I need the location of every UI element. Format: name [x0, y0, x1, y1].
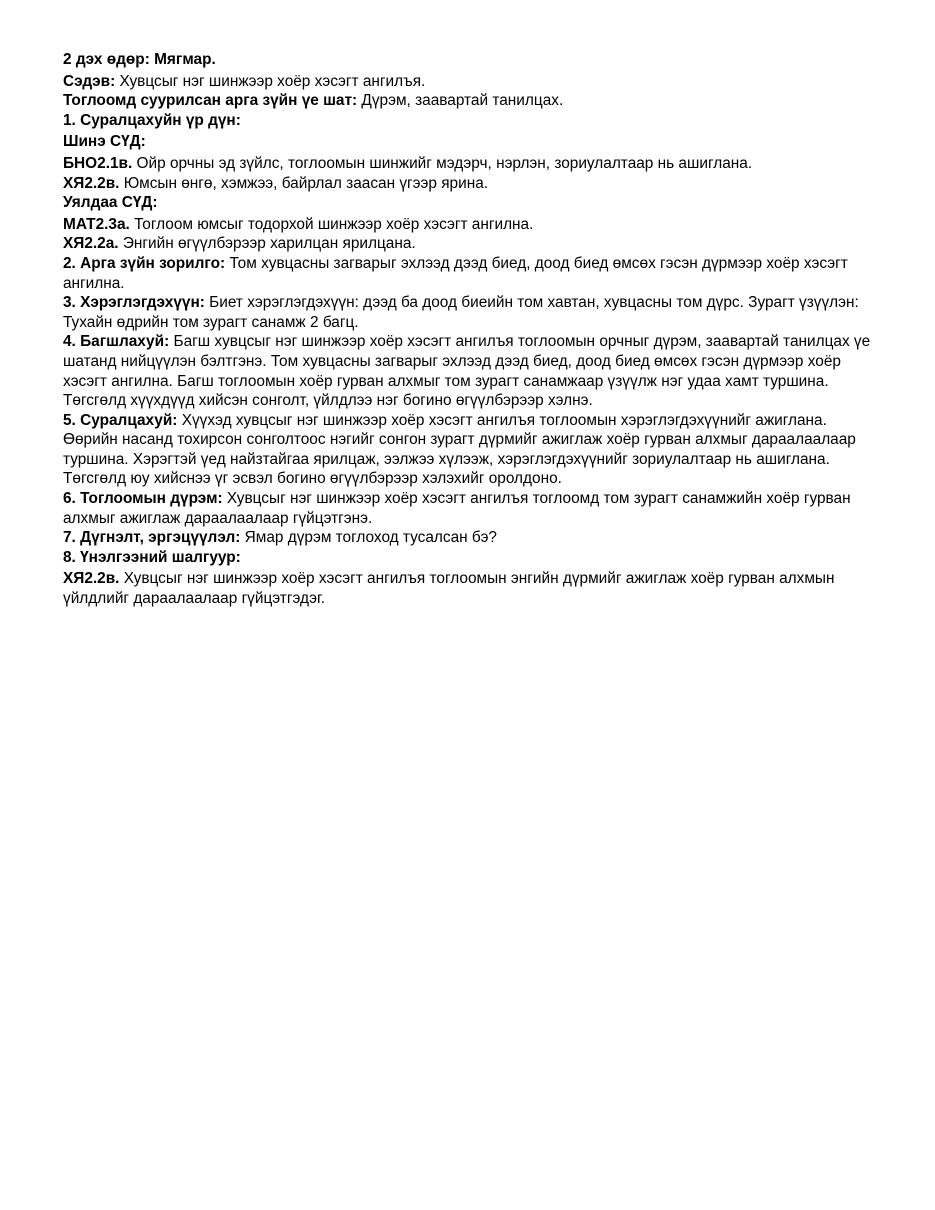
- criteria-item: [63, 569, 875, 608]
- xya-a-text: Энгийн өгүүлбэрээр харилцан ярилцана.: [118, 235, 416, 253]
- section-4-label: 4. Багшлахуй:: [63, 333, 170, 351]
- section-5: [63, 411, 875, 489]
- section-8-title-text: 8. Үнэлгээний шалгуур:: [63, 548, 241, 566]
- section-6-label: 6. Тоглоомын дүрэм:: [63, 490, 223, 508]
- main-sud-title: [63, 132, 875, 152]
- section-8-title: [63, 548, 875, 568]
- section-5-label: 5. Суралцахуй:: [63, 411, 178, 429]
- main-sud-title-text: Шинэ СҮД:: [63, 133, 146, 151]
- stage-text: Дүрэм, заавартай танилцах.: [357, 92, 564, 110]
- xya-v-text: Юмсын өнгө, хэмжээ, байрлал заасан үгээр ярина.: [119, 174, 489, 192]
- section-3-label: 3. Хэрэглэгдэхүүн:: [63, 294, 205, 312]
- stage-label: Тоглоомд суурилсан арга зүйн үе шат:: [63, 92, 358, 110]
- day-heading: [63, 50, 875, 70]
- section-1-title: [63, 111, 875, 131]
- section-5-text: Хүүхэд хувцсыг нэг шинжээр хоёр хэсэгт ангилъя тоглоомын хэрэглэгдэхүүнийг ажиглана. Өөрийн насанд тохирсон сонголтоос нэгийг сонгон зурагт дүрмийг ажиглаж хоёр гурван алхмыг дараалаалаар туршина. Хэрэгтэй үед найзтайгаа ярилцаж, ээлжээ хүлээж, хэрэглэгдэхүүнийг зориулалтаар нь ашиглана. Төгсгөлд юу хийснээ үг эсвэл богино өгүүлбэрээр хэлэхийг оролдоно.: [63, 411, 856, 488]
- section-7: [63, 528, 875, 548]
- linked-sud-title-text: Уялдаа СҮД:: [63, 194, 158, 212]
- mat-text: Тоглоом юмсыг тодорхой шинжээр хоёр хэсэгт ангилна.: [129, 215, 534, 233]
- day-line: 2 дэх өдөр: Мягмар.: [63, 51, 216, 68]
- criteria-text: Хувцсыг нэг шинжээр хоёр хэсэгт ангилъя тоглоомын энгийн дүрмийг ажиглаж хоёр гурван алхмын үйлдлийг дараалаалаар гүйцэтгэдэг.: [63, 570, 835, 608]
- mat-label: МАТ2.3а.: [63, 215, 130, 233]
- section-2-text: Том хувцасны загварыг эхлээд дээд биед, доод биед өмсөх гэсэн дүрмээр хоёр хэсэгт ангилна.: [63, 254, 848, 292]
- section-6-text: Хувцсыг нэг шинжээр хоёр хэсэгт ангилъя тоглоомд том зурагт санамжийн хоёр гурван алхмыг ажиглаж дараалаалаар гүйцэтгэнэ.: [63, 490, 851, 527]
- section-2: [63, 254, 875, 293]
- section-4-text: Багш хувцсыг нэг шинжээр хоёр хэсэгт ангилъя тоглоомын орчныг дүрэм, заавартай танилцах үе шатанд нийцүүлэн бэлтгэнэ. Том хувцасны загварыг эхлээд дээд биед, доод биед өмсөх гэсэн дүрмээр хоёр хэсэгт ангилна. Багш тоглоомын хоёр гурван алхмыг том зурагт санамжаар үзүүлж нэг удаа хамт туршина. Төгсгөлд хүүхдүүд хийсэн сонголт, үйлдлээ нэг богино өгүүлбэрээр хэлнэ.: [63, 333, 871, 410]
- topic-text: Хувцсыг нэг шинжээр хоёр хэсэгт ангилъя.: [115, 72, 426, 90]
- xya-a-outcome: [63, 234, 875, 254]
- topic-label: Сэдэв:: [63, 72, 116, 90]
- xya-v-label: ХЯ2.2в.: [63, 174, 120, 192]
- mat-outcome: [63, 215, 875, 235]
- bno-outcome: [63, 154, 875, 174]
- section-3-text: Биет хэрэглэгдэхүүн: дээд ба доод биеийн том хавтан, хувцасны том дүрс. Зурагт үзүүлэн: Тухайн өдрийн том зурагт санамж 2 багц.: [63, 294, 859, 331]
- topic-line: [63, 72, 875, 92]
- stage-line: [63, 91, 875, 111]
- criteria-label: ХЯ2.2в.: [63, 570, 120, 588]
- linked-sud-title: [63, 193, 875, 213]
- section-3: [63, 293, 875, 332]
- section-2-label: 2. Арга зүйн зорилго:: [63, 254, 226, 272]
- xya-a-label: ХЯ2.2а.: [63, 235, 119, 253]
- section-7-label: 7. Дүгнэлт, эргэцүүлэл:: [63, 529, 241, 547]
- section-6: [63, 489, 875, 528]
- bno-text: Ойр орчны эд зүйлс, тоглоомын шинжийг мэдэрч, нэрлэн, зориулалтаар нь ашиглана.: [132, 154, 753, 172]
- section-4: [63, 332, 875, 410]
- section-7-text: Ямар дүрэм тоглоход тусалсан бэ?: [240, 529, 497, 547]
- bno-label: БНО2.1в.: [63, 154, 133, 172]
- section-1-title-text: 1. Суралцахуйн үр дүн:: [63, 111, 241, 129]
- xya-v-outcome: [63, 174, 875, 194]
